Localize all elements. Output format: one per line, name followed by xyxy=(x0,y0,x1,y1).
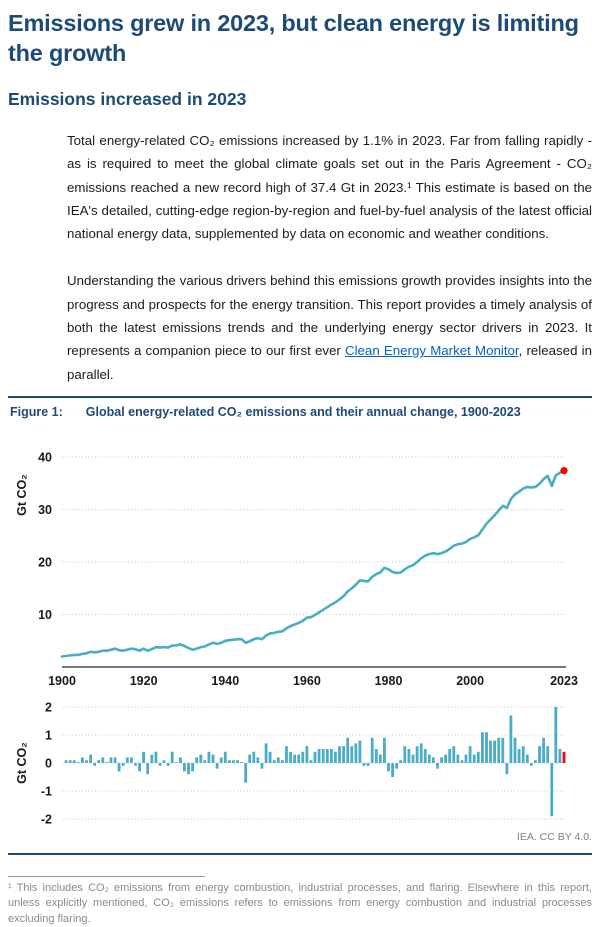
annual-change-bar xyxy=(240,762,243,763)
x-axis-tick-label: 1980 xyxy=(374,673,403,688)
annual-change-bar xyxy=(452,746,455,763)
annual-change-bar xyxy=(314,752,317,763)
annual-change-bar xyxy=(522,746,525,763)
annual-change-bar xyxy=(150,755,153,763)
annual-change-bar xyxy=(110,757,113,763)
paragraph-2 xyxy=(67,269,592,385)
y-axis-tick-label: 20 xyxy=(38,555,52,570)
annual-change-bar xyxy=(203,760,206,763)
emissions-line xyxy=(62,471,564,657)
annual-change-bar xyxy=(179,757,182,763)
annual-change-bar xyxy=(252,752,255,763)
annual-change-bar xyxy=(155,752,158,763)
annual-change-bar xyxy=(408,749,411,763)
annual-change-bar xyxy=(518,749,521,763)
annual-change-bar xyxy=(289,752,292,763)
annual-change-bar xyxy=(342,746,345,763)
annual-change-bar xyxy=(146,763,149,774)
y-axis-title: Gt CO₂ xyxy=(15,742,29,784)
annual-change-bar xyxy=(142,752,145,763)
annual-change-bar xyxy=(97,760,100,763)
y-axis-tick-label: 40 xyxy=(38,450,52,465)
section-heading: Emissions increased in 2023 xyxy=(8,89,247,109)
annual-change-bar xyxy=(65,760,68,763)
document-page xyxy=(0,8,600,927)
annual-change-bar xyxy=(257,757,260,763)
y-axis-title: Gt CO₂ xyxy=(15,474,29,516)
x-axis-tick-label: 1940 xyxy=(211,673,240,688)
annual-change-bar xyxy=(448,749,451,763)
annual-change-bar xyxy=(216,763,219,769)
y-axis-tick-label: 2 xyxy=(45,700,52,715)
annual-change-bar xyxy=(273,760,276,763)
x-axis-tick-label: 1960 xyxy=(292,673,321,688)
annual-change-bar xyxy=(334,752,337,763)
annual-change-bar xyxy=(236,760,239,763)
annual-change-bar xyxy=(126,757,129,763)
y-axis-tick-label: -1 xyxy=(40,784,52,799)
annual-change-bar xyxy=(159,763,162,766)
annual-change-bar xyxy=(355,743,358,763)
annual-change-bar xyxy=(338,746,341,763)
annual-change-bar xyxy=(469,746,472,763)
x-axis-tick-label: 2000 xyxy=(456,673,485,688)
annual-change-bar xyxy=(301,752,304,763)
annual-change-bar xyxy=(85,760,88,763)
annual-change-bar xyxy=(416,746,419,763)
annual-change-bar xyxy=(420,743,423,763)
annual-change-bar xyxy=(346,738,349,763)
x-axis-tick-label: 1920 xyxy=(129,673,158,688)
annual-change-bar xyxy=(412,755,415,763)
annual-change-bar xyxy=(383,738,386,763)
annual-change-bar xyxy=(122,763,125,766)
annual-change-bar xyxy=(69,760,72,763)
annual-change-bar-chart xyxy=(8,697,592,829)
annual-change-bar xyxy=(359,741,362,763)
annual-change-bar xyxy=(461,760,464,763)
annual-change-bar xyxy=(224,752,227,763)
annual-change-bar xyxy=(187,763,190,774)
annual-change-bar xyxy=(391,763,394,777)
annual-change-bar xyxy=(506,763,509,774)
figure-credit: IEA. CC BY 4.0. xyxy=(516,830,592,843)
y-axis-tick-label: 1 xyxy=(45,728,52,743)
emissions-line-chart xyxy=(8,443,592,695)
annual-change-bar xyxy=(212,755,215,763)
annual-change-bar xyxy=(546,746,549,763)
annual-change-bar xyxy=(457,755,460,763)
footnote-divider xyxy=(8,876,205,877)
annual-change-bar xyxy=(138,763,141,771)
section-divider xyxy=(8,853,592,855)
x-axis-tick-label: 1900 xyxy=(48,673,76,688)
annual-change-bar xyxy=(89,755,92,763)
annual-change-bar xyxy=(444,755,447,763)
annual-change-bar xyxy=(375,749,378,763)
page-title: Emissions grew in 2023, but clean energy is limiting the growth xyxy=(8,10,579,66)
x-axis-tick-label: 2023 xyxy=(550,673,578,688)
annual-change-bar xyxy=(399,760,402,763)
annual-change-bar xyxy=(114,757,117,763)
annual-change-bar xyxy=(493,741,496,763)
annual-change-bar xyxy=(310,760,313,763)
annual-change-bar xyxy=(293,755,296,763)
annual-change-bar xyxy=(318,749,321,763)
annual-change-bar xyxy=(326,749,329,763)
annual-change-bar xyxy=(387,763,390,771)
annual-change-bar xyxy=(473,755,476,763)
annual-change-bar xyxy=(285,746,288,763)
footnote-text: ¹ This includes CO₂ emissions from energy combustion, industrial processes, and flaring. Elsewhere in this report, unless explicitly mentioned, CO₂ emissions refers to emissions from energy combustion and industrial processes excluding flaring. xyxy=(8,881,592,925)
annual-change-bar xyxy=(277,757,280,763)
annual-change-bar xyxy=(77,762,80,763)
paragraph-1: Total energy-related CO₂ emissions increased by 1.1% in 2023. Far from falling rapidly - as is required to meet the global climate goals set out in the Paris Agreement - CO₂ emissions reached a new record high of 37.4 Gt in 2023.¹ This estimate is based on the IEA's detailed, cutting-edge region-by-region and fuel-by-fuel analysis of the latest official national energy data, supplemented by data on economic and weather conditions. xyxy=(67,133,592,242)
figure-caption xyxy=(10,404,592,420)
annual-change-bar xyxy=(489,741,492,763)
annual-change-bar xyxy=(93,763,96,766)
annual-change-bar xyxy=(534,760,537,763)
annual-change-bar xyxy=(440,757,443,763)
y-axis-tick-label: 0 xyxy=(45,756,52,771)
annual-change-bar xyxy=(163,760,166,763)
annual-change-bar xyxy=(106,762,109,763)
annual-change-bar xyxy=(81,757,84,763)
annual-change-bar xyxy=(554,707,557,763)
annual-change-bar xyxy=(559,749,562,763)
latest-year-point xyxy=(560,467,567,474)
annual-change-bar xyxy=(526,755,529,763)
y-axis-tick-label: 30 xyxy=(38,502,52,517)
annual-change-bar xyxy=(350,746,353,763)
annual-change-bar xyxy=(208,752,211,763)
annual-change-bar xyxy=(542,738,545,763)
footnote xyxy=(8,876,592,927)
annual-change-bar xyxy=(118,763,121,771)
annual-change-bar xyxy=(130,757,133,763)
annual-change-bar xyxy=(485,732,488,763)
annual-change-bar xyxy=(101,757,104,763)
figure-label: Figure 1: xyxy=(10,404,63,419)
clean-energy-market-monitor-link[interactable]: Clean Energy Market Monitor xyxy=(344,343,519,359)
annual-change-bar xyxy=(244,763,247,783)
annual-change-bar xyxy=(403,746,406,763)
annual-change-bar-2023-highlight xyxy=(563,752,566,763)
annual-change-bar xyxy=(191,763,194,771)
annual-change-bar xyxy=(514,738,517,763)
annual-change-bar xyxy=(432,757,435,763)
annual-change-bar xyxy=(497,738,500,763)
annual-change-bar xyxy=(73,760,76,763)
annual-change-bar xyxy=(424,749,427,763)
annual-change-bar xyxy=(220,757,223,763)
annual-change-bar xyxy=(134,763,137,766)
annual-change-bar xyxy=(281,760,284,763)
annual-change-bar xyxy=(195,757,198,763)
y-axis-tick-label: 10 xyxy=(38,607,52,622)
annual-change-bar xyxy=(510,715,513,763)
annual-change-bar xyxy=(175,762,178,763)
annual-change-bar xyxy=(477,752,480,763)
figure-title: Global energy-related CO₂ emissions and their annual change, 1900-2023 xyxy=(85,404,521,419)
annual-change-bar xyxy=(269,752,272,763)
annual-change-bar xyxy=(171,752,174,763)
annual-change-bar xyxy=(379,755,382,763)
y-axis-tick-label: -2 xyxy=(40,812,52,827)
annual-change-bar xyxy=(232,760,235,763)
paragraph-2-text-after: , released in parallel. xyxy=(67,343,592,382)
annual-change-bar xyxy=(265,743,268,763)
figure-1 xyxy=(8,396,592,844)
annual-change-bar xyxy=(167,763,170,766)
annual-change-bar xyxy=(371,738,374,763)
annual-change-bar xyxy=(538,746,541,763)
annual-change-bar xyxy=(501,738,504,763)
annual-change-bar xyxy=(248,755,251,763)
annual-change-bar xyxy=(199,755,202,763)
annual-change-bar xyxy=(363,763,366,766)
paragraph-2-text-before: Understanding the various drivers behind this emissions growth provides insights into the progress and prospects for the energy transition. This report provides a timely analysis of both the latest emissions trends and the underlying energy sector drivers in 2023. It represents a companion piece to our first ever xyxy=(67,273,592,359)
annual-change-bar xyxy=(261,763,264,769)
annual-change-bar xyxy=(297,755,300,763)
annual-change-bar xyxy=(367,763,370,766)
annual-change-bar xyxy=(481,732,484,763)
annual-change-bar xyxy=(228,760,231,763)
annual-change-bar xyxy=(330,749,333,763)
annual-change-bar xyxy=(428,755,431,763)
annual-change-bar xyxy=(322,749,325,763)
annual-change-bar xyxy=(436,763,439,769)
annual-change-bar xyxy=(465,755,468,763)
annual-change-bar xyxy=(550,763,553,816)
annual-change-bar xyxy=(530,763,533,766)
annual-change-bar xyxy=(395,763,398,769)
annual-change-bar xyxy=(306,746,309,763)
annual-change-bar xyxy=(183,763,186,771)
